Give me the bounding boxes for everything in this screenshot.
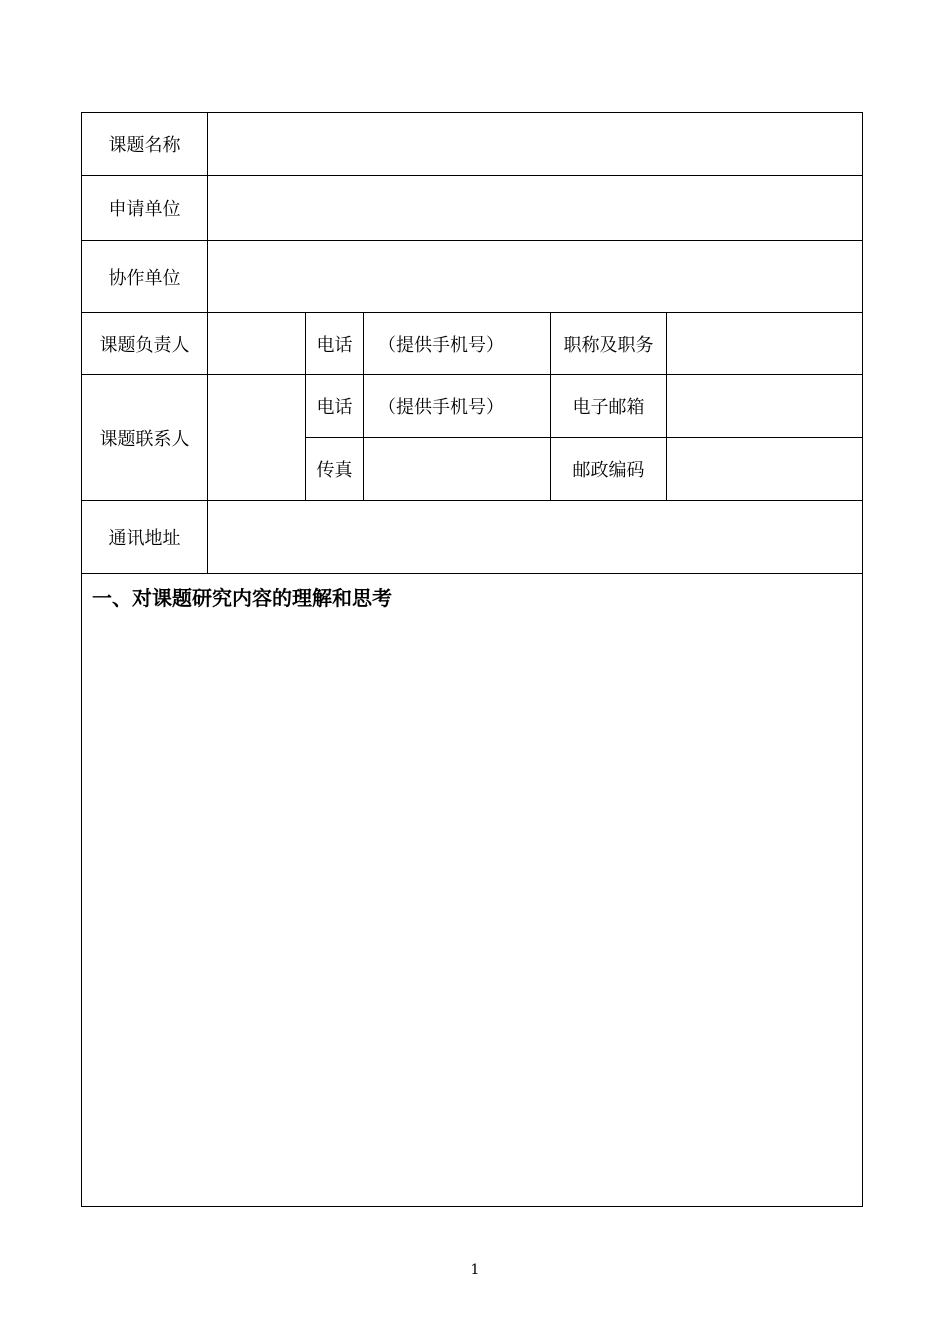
postal-code-label: 邮政编码: [551, 438, 667, 501]
leader-phone-label: 电话: [306, 313, 364, 375]
cooperating-unit-field[interactable]: [208, 241, 863, 313]
contact-phone-field[interactable]: （提供手机号）: [364, 375, 551, 438]
project-leader-field[interactable]: [208, 313, 306, 375]
address-label: 通讯地址: [82, 501, 208, 574]
address-field[interactable]: [208, 501, 863, 574]
postal-code-field[interactable]: [667, 438, 863, 501]
project-name-field[interactable]: [208, 113, 863, 176]
project-contact-field[interactable]: [208, 375, 306, 501]
fax-field[interactable]: [364, 438, 551, 501]
cooperating-unit-row: [82, 241, 863, 313]
project-leader-label: 课题负责人: [82, 313, 208, 375]
fax-label: 传真: [306, 438, 364, 501]
contact-phone-row: [82, 375, 863, 438]
applicant-unit-row: [82, 176, 863, 241]
cooperating-unit-label: 协作单位: [82, 241, 208, 313]
leader-phone-field[interactable]: （提供手机号）: [364, 313, 551, 375]
project-contact-label: 课题联系人: [82, 375, 208, 501]
application-form-table: [81, 112, 863, 1207]
project-name-label: 课题名称: [82, 113, 208, 176]
title-position-label: 职称及职务: [551, 313, 667, 375]
page-number: 1: [470, 1262, 480, 1278]
project-leader-row: [82, 313, 863, 375]
section-one-area[interactable]: [82, 574, 863, 1207]
address-row: [82, 501, 863, 574]
project-name-row: [82, 113, 863, 176]
contact-phone-label: 电话: [306, 375, 364, 438]
title-position-field[interactable]: [667, 313, 863, 375]
email-label: 电子邮箱: [551, 375, 667, 438]
email-field[interactable]: [667, 375, 863, 438]
applicant-unit-field[interactable]: [208, 176, 863, 241]
section-one-row: [82, 574, 863, 1207]
section-one-title: 一、对课题研究内容的理解和思考: [92, 586, 392, 610]
applicant-unit-label: 申请单位: [82, 176, 208, 241]
